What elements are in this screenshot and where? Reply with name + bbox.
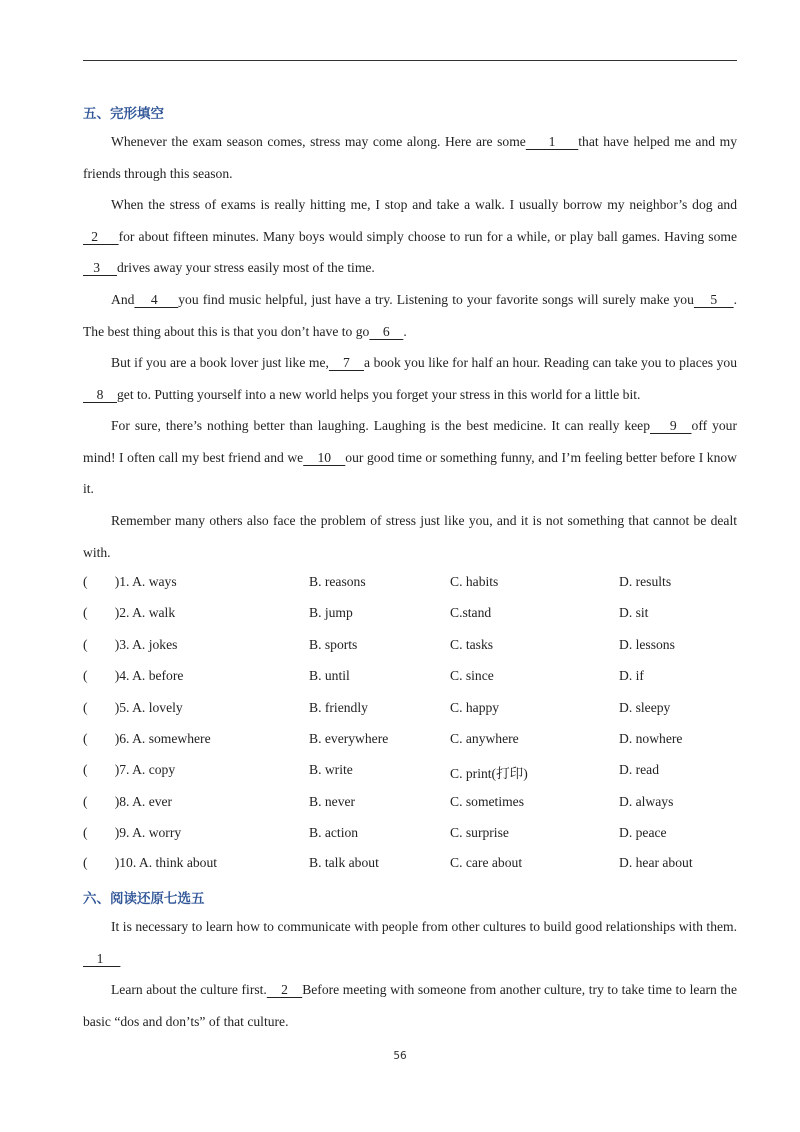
blank-3: 3 <box>83 260 117 275</box>
blank-8: 8 <box>83 386 117 402</box>
option-b: B. action <box>309 825 359 840</box>
option-d: D. sleepy <box>619 700 671 715</box>
option-b: B. write <box>309 762 353 777</box>
question-stem: ( )9. A. worry <box>83 825 182 840</box>
option-c: C.stand <box>450 605 492 620</box>
question-row <box>83 731 737 751</box>
option-c: C. care about <box>450 855 523 870</box>
option-d: D. sit <box>619 605 649 620</box>
question-row <box>83 794 737 814</box>
question-row <box>83 855 737 875</box>
option-d: D. nowhere <box>619 731 683 746</box>
option-c: C. surprise <box>450 825 509 840</box>
cloze-paragraph-4: But if you are a book lover just like me, 7 a book you like for half an hour. Reading can take you to places you 8 get to. Putting yourself into a new world helps you forget your stress in this world for a little bit. <box>83 355 737 402</box>
cloze-paragraph-2: When the stress of exams is really hitting me, I stop and take a walk. I usually borrow my neighbor’s dog and 2 for about fifteen minutes. Many boys would simply choose to run for a while, or play ball games. Having some 3 drives away your stress easily most of the time. <box>83 197 737 275</box>
cloze-paragraph-3: And 4 you find music helpful, just have a try. Listening to your favorite songs will surely make you 5 . The best thing about this is that you don’t have to go 6 . <box>83 292 738 339</box>
header-rule <box>83 60 737 61</box>
blank-4: 4 <box>134 292 179 307</box>
option-d: D. hear about <box>619 855 693 870</box>
option-d: D. if <box>619 668 644 683</box>
question-row <box>83 637 737 657</box>
section5-title: 五、完形填空 <box>83 106 164 122</box>
question-row <box>83 605 737 625</box>
question-stem: ( )10. A. think about <box>83 855 218 870</box>
section6-title: 六、阅读还原七选五 <box>83 891 205 907</box>
option-c: C. sometimes <box>450 794 525 809</box>
option-c: C. habits <box>450 574 499 589</box>
option-c: C. anywhere <box>450 731 519 746</box>
option-b: B. sports <box>309 637 358 652</box>
question-stem: ( )8. A. ever <box>83 794 173 809</box>
question-row <box>83 700 737 720</box>
blank-r1: 1 <box>83 950 121 966</box>
question-row <box>83 574 737 594</box>
blank-2: 2 <box>83 228 119 244</box>
option-b: B. until <box>309 668 350 683</box>
question-row <box>83 668 737 688</box>
option-d: D. always <box>619 794 674 809</box>
blank-7: 7 <box>328 355 364 370</box>
blank-9: 9 <box>650 418 692 433</box>
question-row <box>83 825 737 845</box>
page-number: 56 <box>393 1050 407 1062</box>
cloze-paragraph-6: Remember many others also face the problem of stress just like you, and it is not something that cannot be dealt with. <box>83 513 737 560</box>
option-d: D. read <box>619 762 660 777</box>
option-b: B. friendly <box>309 700 368 715</box>
blank-5: 5 <box>693 292 734 307</box>
cloze-paragraph-1: Whenever the exam season comes, stress may come along. Here are some 1 that have helped me and my friends through this season. <box>83 134 737 181</box>
option-d: D. peace <box>619 825 667 840</box>
question-stem: ( )7. A. copy <box>83 762 176 777</box>
option-b: B. jump <box>309 605 353 620</box>
question-stem: ( )2. A. walk <box>83 605 176 620</box>
option-b: B. never <box>309 794 356 809</box>
option-b: B. everywhere <box>309 731 389 746</box>
question-stem: ( )3. A. jokes <box>83 637 178 652</box>
option-d: D. results <box>619 574 672 589</box>
option-c: C. print(打印) <box>450 766 528 781</box>
option-c: C. happy <box>450 700 500 715</box>
blank-1: 1 <box>525 134 579 149</box>
blank-6: 6 <box>369 323 404 339</box>
question-stem: ( )1. A. ways <box>83 574 177 589</box>
question-stem: ( )6. A. somewhere <box>83 731 211 746</box>
reading-paragraph-2: Learn about the culture first. 2 Before meeting with someone from another culture, try to take time to learn the basic “dos and don’ts” of that culture. <box>83 982 738 1029</box>
question-stem: ( )4. A. before <box>83 668 184 683</box>
option-d: D. lessons <box>619 637 675 652</box>
cloze-paragraph-5: For sure, there’s nothing better than laughing. Laughing is the best medicine. It can really keep 9 off your mind! I often call my best friend and we 10 our good time or something funny, and I’m feeling better before I know it. <box>83 418 737 496</box>
question-row <box>83 762 737 782</box>
question-stem: ( )5. A. lovely <box>83 700 183 715</box>
option-b: B. reasons <box>309 574 366 589</box>
option-c: C. tasks <box>450 637 494 652</box>
reading-paragraph-1: It is necessary to learn how to communicate with people from other cultures to build good relationships with them. 1 <box>83 919 737 966</box>
option-b: B. talk about <box>309 855 379 870</box>
blank-r2: 2 <box>266 982 303 997</box>
blank-10: 10 <box>303 449 346 465</box>
option-c: C. since <box>450 668 494 683</box>
